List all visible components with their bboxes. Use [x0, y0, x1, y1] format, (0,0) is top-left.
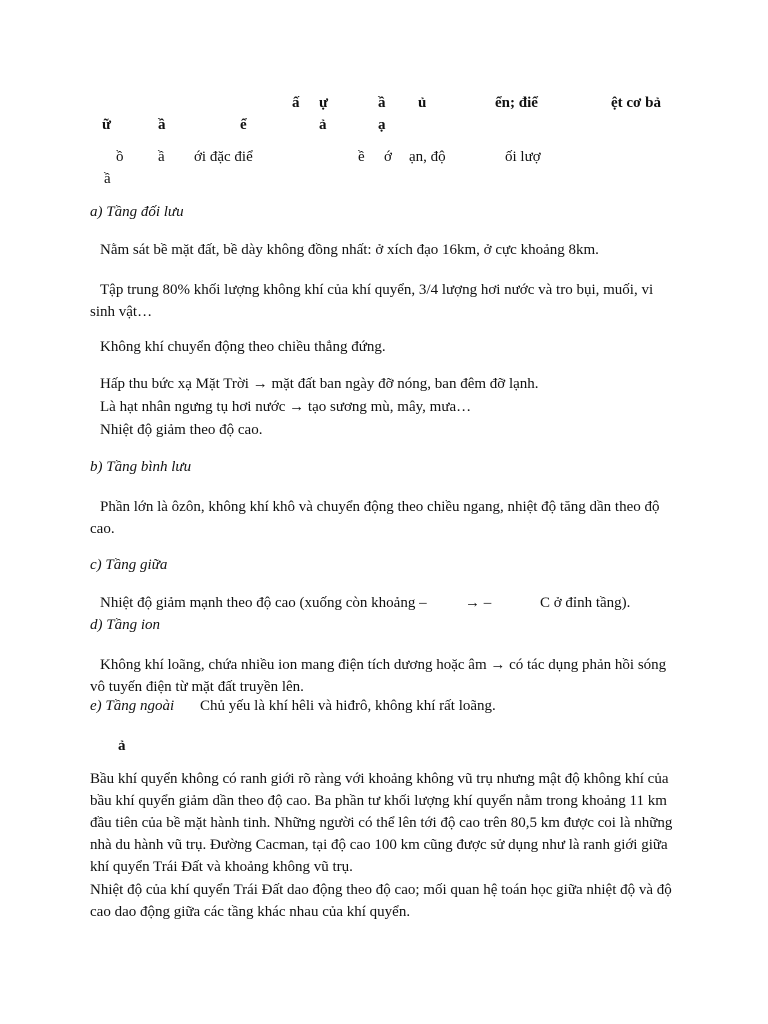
- closing-paragraph: Nhiệt độ của khí quyển Trái Đất dao động theo độ cao; mối quan hệ toán học giữa nhiệt độ và độ cao dao động giữa các tầng khác nhau của khí quyển.: [90, 882, 672, 920]
- heading-fragment: ạ: [378, 117, 386, 133]
- section-title-e: e) Tầng ngoài: [90, 698, 175, 714]
- heading-fragment: ệt cơ bả: [611, 95, 661, 111]
- section-title-d: d) Tầng ion: [90, 617, 161, 633]
- paragraph: Nằm sát bề mặt đất, bề dày không đồng nhất: ở xích đạo 16km, ở cực khoảng 8km.: [100, 242, 599, 258]
- section-title-a: a) Tầng đối lưu: [90, 204, 184, 220]
- paragraph: Không khí loãng, chứa nhiều ion mang điện tích dương hoặc âm → có tác dụng phản hồi sóng vô tuyến điện từ mặt đất truyền lên.: [90, 657, 667, 695]
- paragraph: Chủ yếu là khí hêli và hiđrô, không khí rất loãng.: [200, 698, 496, 714]
- text-fragment: ới đặc điể: [194, 149, 253, 165]
- list-line: Hấp thu bức xạ Mặt Trời → mặt đất ban ngày đỡ nóng, ban đêm đỡ lạnh.: [100, 376, 539, 392]
- heading-fragment: ả: [319, 117, 327, 133]
- heading-fragment: ển; điể: [495, 95, 538, 111]
- paragraph-part: Nhiệt độ giảm mạnh theo độ cao (xuống còn khoảng –: [100, 595, 427, 611]
- text-fragment: ầ: [158, 149, 165, 165]
- text-fragment: ồ: [116, 149, 124, 165]
- text-fragment: ề: [358, 149, 365, 165]
- text-fragment: ạn, độ: [409, 149, 446, 165]
- heading-fragment: ữ: [102, 117, 112, 133]
- closing-paragraph: Bầu khí quyển không có ranh giới rõ ràng với khoảng không vũ trụ nhưng mật độ không khí của bầu khí quyển giảm dần theo độ cao. Ba phần tư khối lượng khí quyển nằm trong khoảng 11 km đầu tiên của bề mặt hành tinh. Những người có thể lên tới độ cao trên 80,5 km được coi là những nhà du hành vũ trụ. Đường Cacman, tại độ cao 100 km cũng được sử dụng như là ranh giới giữa khí quyển Trái Đất và khoảng không vũ trụ.: [90, 771, 673, 875]
- list-line: Là hạt nhân ngưng tụ hơi nước → tạo sương mù, mây, mưa…: [100, 399, 472, 415]
- heading-fragment: ự: [319, 95, 329, 111]
- heading-fragment: ấ: [292, 95, 300, 111]
- list-line: Nhiệt độ giảm theo độ cao.: [100, 422, 263, 438]
- text-fragment: ớ: [384, 149, 392, 165]
- section-title-b: b) Tầng bình lưu: [90, 459, 192, 475]
- text-fragment: ầ: [104, 171, 111, 187]
- heading-fragment: ể: [240, 117, 247, 133]
- heading-fragment: ầ: [158, 117, 166, 133]
- paragraph: Tập trung 80% khối lượng không khí của khí quyển, 3/4 lượng hơi nước và tro bụi, muối, vi sinh vật…: [90, 282, 654, 320]
- heading-fragment: ầ: [378, 95, 386, 111]
- paragraph-part: C ở đỉnh tầng).: [540, 595, 631, 611]
- paragraph: Phần lớn là ôzôn, không khí khô và chuyển động theo chiều ngang, nhiệt độ tăng dần theo độ cao.: [90, 499, 660, 537]
- paragraph-part: → –: [465, 595, 492, 611]
- text-fragment: ả: [118, 738, 126, 754]
- heading-fragment: ủ: [418, 95, 427, 111]
- text-fragment: ối lượ: [505, 149, 541, 165]
- paragraph: Không khí chuyển động theo chiều thẳng đứng.: [100, 339, 386, 355]
- section-title-c: c) Tầng giữa: [90, 557, 168, 573]
